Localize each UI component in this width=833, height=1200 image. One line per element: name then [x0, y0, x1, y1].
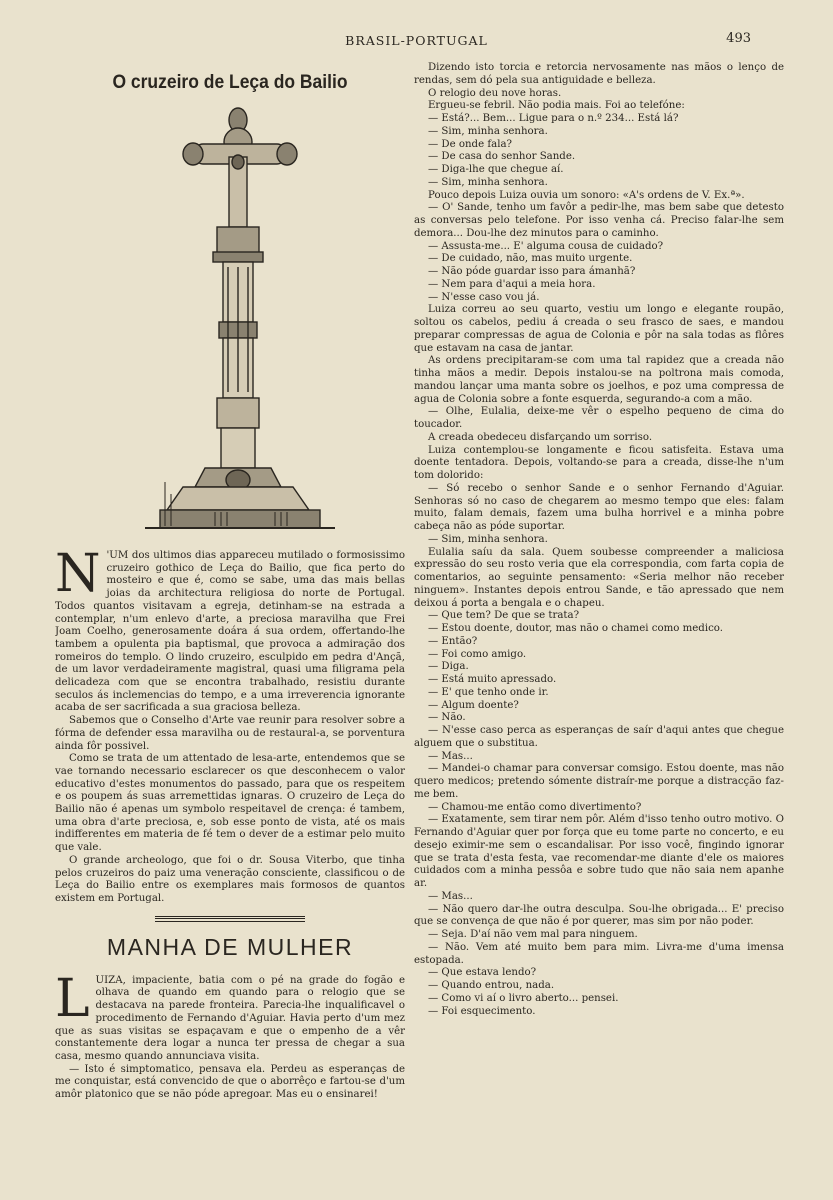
article2-paragraph: Pouco depois Luiza ouvia um sonoro: «A's ordens de V. Ex.ª».: [428, 189, 745, 201]
article1-paragraph: 'UM dos ultimos dias appareceu mutilado o formosissimo cruzeiro gothico de Leça do Bailio, que fica perto do mosteiro e que é, como se sabe, uma das mais bellas joias da architectura religiosa do norte de Portugal. Todos quantos visitavam a egreja, detinham-se na estrada a contemplar, n'um enlevo d'arte, a preciosa maravilha que Frei Joam Coelho, generosamente doára á sua ordem, offertando-lhe tambem a opulenta pia baptismal, que provoca a admiração dos romeiros do templo. O lindo cruzeiro, esculpido em pedra d'Ançã, de um lavor verdadeiramente magistral, quasi uma filigrama pela delicadeza com que se encontra trabalhado, resistiu durante seculos ás inclemencias do tempo, e a uma irreverencia ignorante acaba de ser sacrificada a sua graciosa belleza.: [55, 550, 405, 714]
article1-paragraph: Sabemos que o Conselho d'Arte vae reunir para resolver sobre a fórma de defender essa maravilha ou de restaural-a, se porventura ainda fôr possivel.: [55, 715, 405, 752]
article2-paragraph: Eulalia saíu da sala. Quem soubesse compreender a maliciosa expressão do seu rosto veria que ela correspondia, com farta copia de comentarios, ao seguinte pensamento: «Seria melhor não receber ninguem». Instantes depois entrou Sande, e tão apressado que nem deixou á porta a bengala e o chapeu.: [414, 546, 784, 609]
article2-paragraph: — Não quero dar-lhe outra desculpa. Sou-lhe obrigada... E' preciso que se convença de que não é por querer, mas sim por não poder.: [414, 903, 784, 928]
article2-paragraph: — De casa do senhor Sande.: [428, 151, 576, 163]
article2-paragraph: — Sim, minha senhora.: [428, 176, 548, 188]
article1-paragraph: O grande archeologo, que foi o dr. Sousa Viterbo, que tinha pelos cruzeiros do paiz uma veneração consciente, classificou o de Leça do Bailio entre os exemplares mais formosos de quantos existem em Portugal.: [55, 854, 405, 904]
article2-paragraph: — De cuidado, não, mas muito urgente.: [428, 253, 633, 265]
article2-paragraph: — Que estava lendo?: [428, 967, 537, 979]
article2-paragraph: A creada obedeceu disfarçando um sorriso.: [428, 431, 653, 443]
article2-paragraph: Ergueu-se febril. Não podia mais. Foi ao telefóne:: [428, 100, 685, 112]
section-divider: [155, 916, 305, 922]
article2-paragraph: — Olhe, Eulalia, deixe-me vêr o espelho pequeno de cima do toucador.: [414, 406, 784, 430]
article2-paragraph: — O' Sande, tenho um favôr a pedir-lhe, mas bem sabe que detesto as conversas pelo telefone. Por isso venha cá. Preciso falar-lhe sem demora... Dou-lhe dez minutos para o caminho.: [414, 202, 784, 239]
article2-paragraph: — E' que tenho onde ir.: [428, 686, 549, 698]
article1-paragraph: Como se trata de um attentado de lesa-arte, entendemos que se vae tornando necessario esclarecer os que desconhecem o valor educativo d'estes monumentos do passado, para que os respeitem e os poupem ás suas arremettidas ignaras. O cruzeiro de Leça do Bailio não é apenas um symbolo respeitavel de crença: é tambem, uma obra d'arte preciosa, e, sob esse ponto de vista, até os mais indifferentes em materia de fé tem o dever de a estimar pelo muito que vale.: [55, 753, 405, 854]
article2-paragraph: — Está?... Bem... Ligue para o n.º 234... Está lá?: [428, 113, 679, 124]
dropcap-l: L: [55, 968, 90, 1029]
article2-paragraph: — Seja. D'aí não vem mal para ninguem.: [428, 929, 638, 940]
article2-paragraph: — Como vi aí o livro aberto... pensei.: [428, 992, 619, 1004]
article2-paragraph: Luiza contemplou-se longamente e ficou satisfeita. Estava uma doente tentadora. Depois, voltando-se para a creada, disse-lhe n'um tom dolorido:: [414, 444, 784, 481]
right-column: [414, 62, 784, 1142]
article2-paragraph: — Está muito apressado.: [428, 674, 557, 685]
article2-paragraph: — Estou doente, doutor, mas não o chamei como medico.: [428, 623, 723, 634]
article2-paragraph: — Não. Vem até muito bem para mim. Livra-me d'uma imensa estopada.: [414, 941, 784, 966]
article2-paragraph: — Que tem? De que se trata?: [428, 610, 580, 622]
article-title-cruzeiro: O cruzeiro de Leça do Bailio: [112, 72, 348, 93]
page-number: 493: [726, 31, 751, 46]
running-head: BRASIL-PORTUGAL: [345, 33, 488, 48]
article2-paragraph: — Isto é simptomatico, pensava ela. Perdeu as esperanças de me conquistar, está convencido de que o aborrêço e fartou-se d'um amôr platonico que se não póde apregoar. Mas eu o ensinarei!: [55, 1063, 405, 1101]
article2-paragraph: — Algum doente?: [428, 699, 519, 711]
article2-paragraph: — N'esse caso vou já.: [428, 291, 540, 303]
article2-paragraph: — Sim, minha senhora.: [428, 533, 548, 545]
article2-paragraph: — Diga.: [428, 661, 469, 673]
article2-paragraph: UIZA, impaciente, batia com o pé na grade do fogão e olhava de quando em quando para o relogio que se destacava na parede fronteira. Parecia-lhe inqualificavel o procedimento de Fernando d'Aguiar. Havia perto d'um mez que as suas visitas se espaçavam e que o empenho de a vêr constantemente dera logar a nunca ter pressa de chegar a sua casa, mesmo quando annunciava visita.: [55, 974, 405, 1062]
article2-paragraph: Luiza correu ao seu quarto, vestiu um longo e elegante roupão, soltou os cabelos, pediu á creada o seu frasco de saes, e mandou preparar compressas de agua de Colonia e pôr na sala todas as flôres que estavam na casa de jantar.: [414, 304, 784, 354]
article2-paragraph: As ordens precipitaram-se com uma tal rapidez que a creada não tinha mãos a medir. Depois instalou-se na poltrona mais comoda, mandou lançar uma manta sobre os joelhos, e poz uma compressa de agua de Colonia sobre a fonte esquerda, segurando-a com a mão.: [414, 355, 784, 405]
article2-paragraph: — Foi como amigo.: [428, 648, 527, 660]
article2-paragraph: — Chamou-me então como divertimento?: [428, 801, 642, 813]
article2-paragraph: — Nem para d'aqui a meia hora.: [428, 278, 596, 290]
article1-body: [55, 544, 405, 906]
article2-paragraph: — Mas...: [428, 890, 473, 902]
article2-paragraph: — Foi esquecimento.: [428, 1005, 536, 1017]
article2-paragraph: — Mandei-o chamar para conversar comsigo. Estou doente, mas não quero medicos; pretendo sómente distraír-me porque a distracção faz-me bem.: [414, 763, 784, 800]
article2-paragraph: O relogio deu nove horas.: [428, 87, 562, 99]
article2-body-left: [55, 968, 405, 1102]
article2-paragraph: — Exatamente, sem tirar nem pôr. Além d'isso tenho outro motivo. O Fernando d'Aguiar quer por força que eu tome parte no concerto, e eu desejo eximir-me sem o escandalisar. Por isso você, fingindo ignorar que se trata d'esta festa, vae recomendar-me diante d'ele os maiores cuidados com a minha pessôa e sobre tudo que não saia nem apanhe ar.: [414, 814, 784, 889]
article-title-manha: MANHA DE MULHER: [106, 933, 354, 960]
left-column: [55, 62, 405, 1142]
article2-paragraph: Dizendo isto torcia e retorcia nervosamente nas mãos o lenço de rendas, sem dó pela sua antiguidade e belleza.: [414, 62, 784, 86]
article2-paragraph: — De onde fala?: [428, 138, 512, 150]
article2-paragraph: — Diga-lhe que chegue aí.: [428, 164, 564, 175]
article2-paragraph: — Sim, minha senhora.: [428, 125, 548, 137]
article2-paragraph: — Não.: [428, 712, 466, 724]
dropcap-n: N: [55, 544, 101, 604]
article2-paragraph: — Então?: [428, 635, 478, 647]
article2-paragraph: — N'esse caso perca as esperanças de saír d'aqui antes que chegue alguem que o substitua.: [414, 725, 784, 749]
article2-paragraph: — Quando entrou, nada.: [428, 980, 555, 991]
cruzeiro-illustration: [95, 102, 365, 542]
article2-paragraph: — Não póde guardar isso para ámanhã?: [428, 266, 636, 277]
article2-paragraph: — Só recebo o senhor Sande e o senhor Fernando d'Aguiar. Senhoras só no caso de chegarem ao mesmo tempo que eles: falam muito, falam demais, fazem uma bulha horrivel e a minha pobre cabeça não as póde suportar.: [414, 482, 784, 532]
article2-paragraph: — Mas...: [428, 750, 473, 762]
article2-paragraph: — Assusta-me... E' alguma cousa de cuidado?: [428, 240, 664, 252]
